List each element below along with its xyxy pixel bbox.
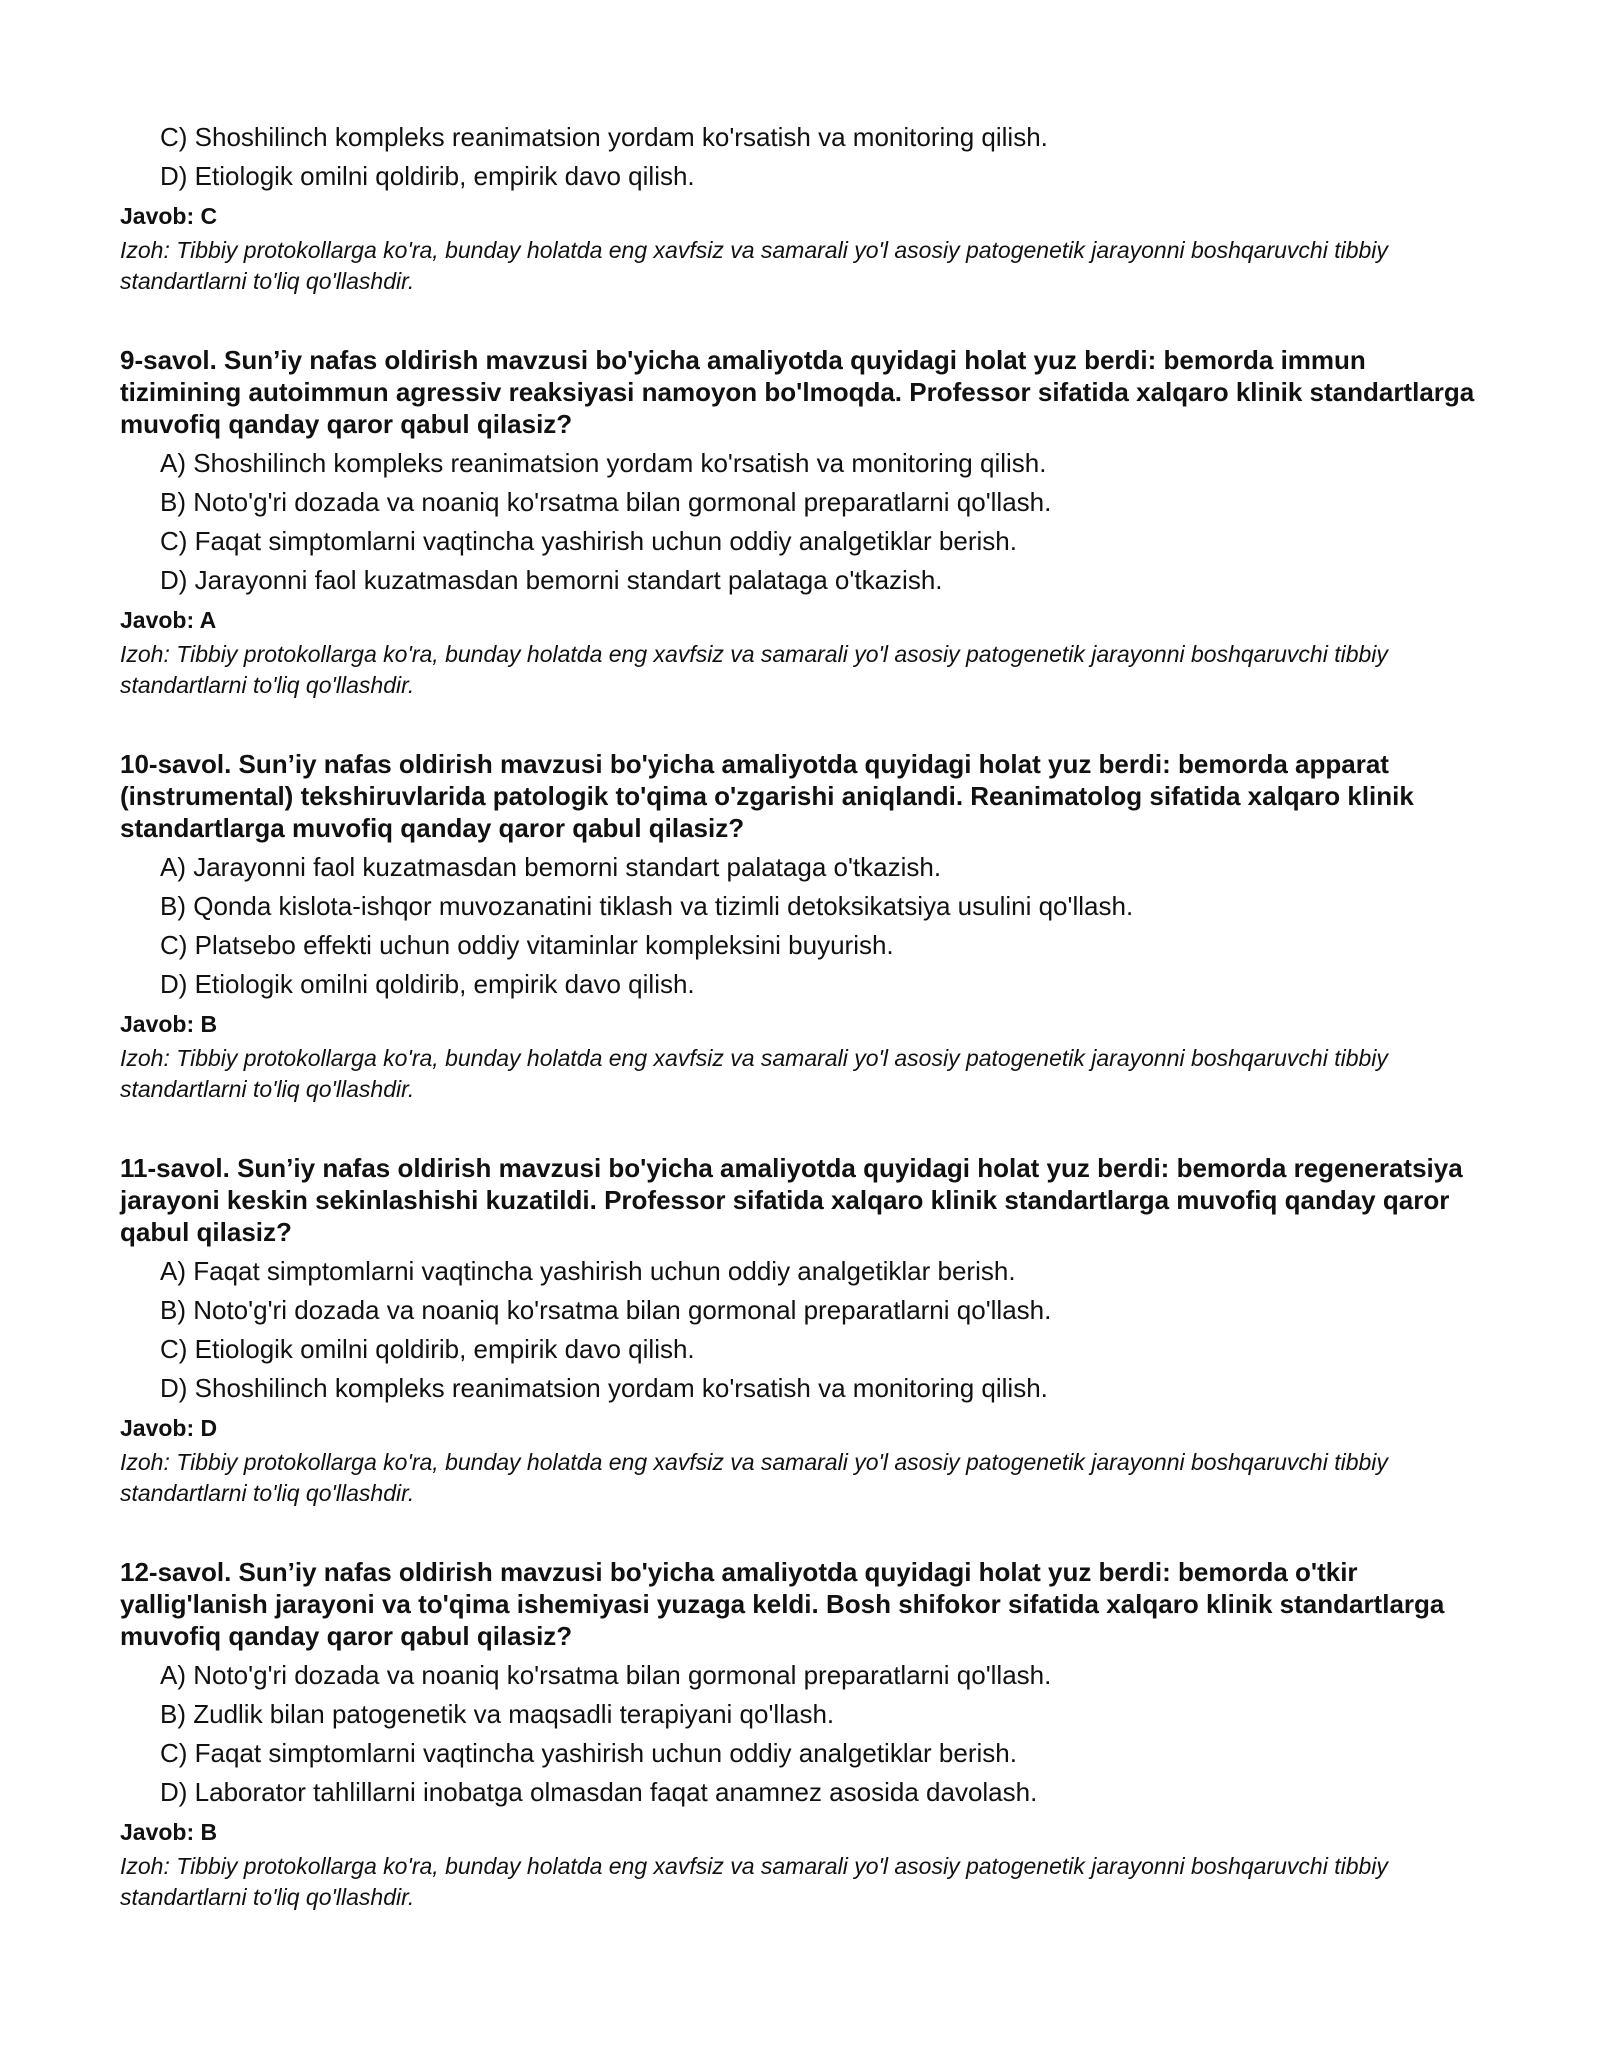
- answer-option: D) Jarayonni faol kuzatmasdan bemorni standart palataga o'tkazish.: [160, 565, 943, 595]
- explanation-note: Izoh: Tibbiy protokollarga ko'ra, bunday holatda eng xavfsiz va samarali yo'l asosiy patogenetik jarayonni boshqaruvchi tibbiy standartlarni to'liq qo'llashdir.: [120, 1449, 1388, 1506]
- answer-option: D) Etiologik omilni qoldirib, empirik davo qilish.: [160, 969, 695, 999]
- answer-option: D) Shoshilinch kompleks reanimatsion yordam ko'rsatish va monitoring qilish.: [160, 1373, 1048, 1403]
- answer-option: C) Etiologik omilni qoldirib, empirik davo qilish.: [160, 1334, 695, 1364]
- explanation-note: Izoh: Tibbiy protokollarga ko'ra, bunday holatda eng xavfsiz va samarali yo'l asosiy patogenetik jarayonni boshqaruvchi tibbiy standartlarni to'liq qo'llashdir.: [120, 1853, 1388, 1910]
- correct-answer: Javob: B: [120, 1011, 218, 1037]
- explanation-note: Izoh: Tibbiy protokollarga ko'ra, bunday holatda eng xavfsiz va samarali yo'l asosiy patogenetik jarayonni boshqaruvchi tibbiy standartlarni to'liq qo'llashdir.: [120, 1045, 1388, 1102]
- correct-answer: Javob: B: [120, 1819, 218, 1845]
- answer-option: A) Noto'g'ri dozada va noaniq ko'rsatma bilan gormonal preparatlarni qo'llash.: [160, 1660, 1052, 1690]
- answer-option: A) Shoshilinch kompleks reanimatsion yordam ko'rsatish va monitoring qilish.: [160, 448, 1047, 478]
- question-title: 10-savol. Sun’iy nafas oldirish mavzusi bo'yicha amaliyotda quyidagi holat yuz berdi: bemorda apparat (instrumental) tekshiruvlarida patologik to'qima o'zgarishi aniqlandi. Reanimatolog sifatida xalqaro klinik standartlarga muvofiq qanday qaror qabul qilasiz?: [120, 749, 1414, 843]
- answer-option: D) Etiologik omilni qoldirib, empirik davo qilish.: [160, 161, 695, 191]
- correct-answer: Javob: D: [120, 1415, 218, 1441]
- document-page: [120, 118, 1490, 1913]
- answer-option: C) Faqat simptomlarni vaqtincha yashirish uchun oddiy analgetiklar berish.: [160, 526, 1017, 556]
- answer-option: B) Qonda kislota-ishqor muvozanatini tiklash va tizimli detoksikatsiya usulini qo'llash.: [160, 891, 1134, 921]
- answer-option: A) Faqat simptomlarni vaqtincha yashirish uchun oddiy analgetiklar berish.: [160, 1256, 1016, 1286]
- answer-option: C) Shoshilinch kompleks reanimatsion yordam ko'rsatish va monitoring qilish.: [160, 122, 1048, 152]
- question-8-continuation: [120, 118, 1490, 297]
- answer-option: C) Faqat simptomlarni vaqtincha yashirish uchun oddiy analgetiklar berish.: [160, 1738, 1017, 1768]
- explanation-note: Izoh: Tibbiy protokollarga ko'ra, bunday holatda eng xavfsiz va samarali yo'l asosiy patogenetik jarayonni boshqaruvchi tibbiy standartlarni to'liq qo'llashdir.: [120, 237, 1388, 294]
- answer-option: A) Jarayonni faol kuzatmasdan bemorni standart palataga o'tkazish.: [160, 852, 942, 882]
- answer-option: B) Zudlik bilan patogenetik va maqsadli terapiyani qo'llash.: [160, 1699, 835, 1729]
- question-11: [120, 1152, 1490, 1509]
- answer-option: B) Noto'g'ri dozada va noaniq ko'rsatma bilan gormonal preparatlarni qo'llash.: [160, 1295, 1052, 1325]
- correct-answer: Javob: C: [120, 203, 218, 229]
- question-10: [120, 748, 1490, 1105]
- question-9: [120, 344, 1490, 701]
- question-title: 9-savol. Sun’iy nafas oldirish mavzusi bo'yicha amaliyotda quyidagi holat yuz berdi: bemorda immun tizimining autoimmun agressiv reaksiyasi namoyon bo'lmoqda. Professor sifatida xalqaro klinik standartlarga muvofiq qanday qaror qabul qilasiz?: [120, 345, 1475, 439]
- question-title: 11-savol. Sun’iy nafas oldirish mavzusi bo'yicha amaliyotda quyidagi holat yuz berdi: bemorda regeneratsiya jarayoni keskin sekinlashishi kuzatildi. Professor sifatida xalqaro klinik standartlarga muvofiq qanday qaror qabul qilasiz?: [120, 1153, 1463, 1247]
- answer-option: B) Noto'g'ri dozada va noaniq ko'rsatma bilan gormonal preparatlarni qo'llash.: [160, 487, 1052, 517]
- question-12: [120, 1556, 1490, 1913]
- answer-option: D) Laborator tahlillarni inobatga olmasdan faqat anamnez asosida davolash.: [160, 1777, 1038, 1807]
- explanation-note: Izoh: Tibbiy protokollarga ko'ra, bunday holatda eng xavfsiz va samarali yo'l asosiy patogenetik jarayonni boshqaruvchi tibbiy standartlarni to'liq qo'llashdir.: [120, 641, 1388, 698]
- correct-answer: Javob: A: [120, 607, 217, 633]
- question-title: 12-savol. Sun’iy nafas oldirish mavzusi bo'yicha amaliyotda quyidagi holat yuz berdi: bemorda o'tkir yallig'lanish jarayoni va to'qima ishemiyasi yuzaga keldi. Bosh shifokor sifatida xalqaro klinik standartlarga muvofiq qanday qaror qabul qilasiz?: [120, 1557, 1445, 1651]
- answer-option: C) Platsebo effekti uchun oddiy vitaminlar kompleksini buyurish.: [160, 930, 894, 960]
